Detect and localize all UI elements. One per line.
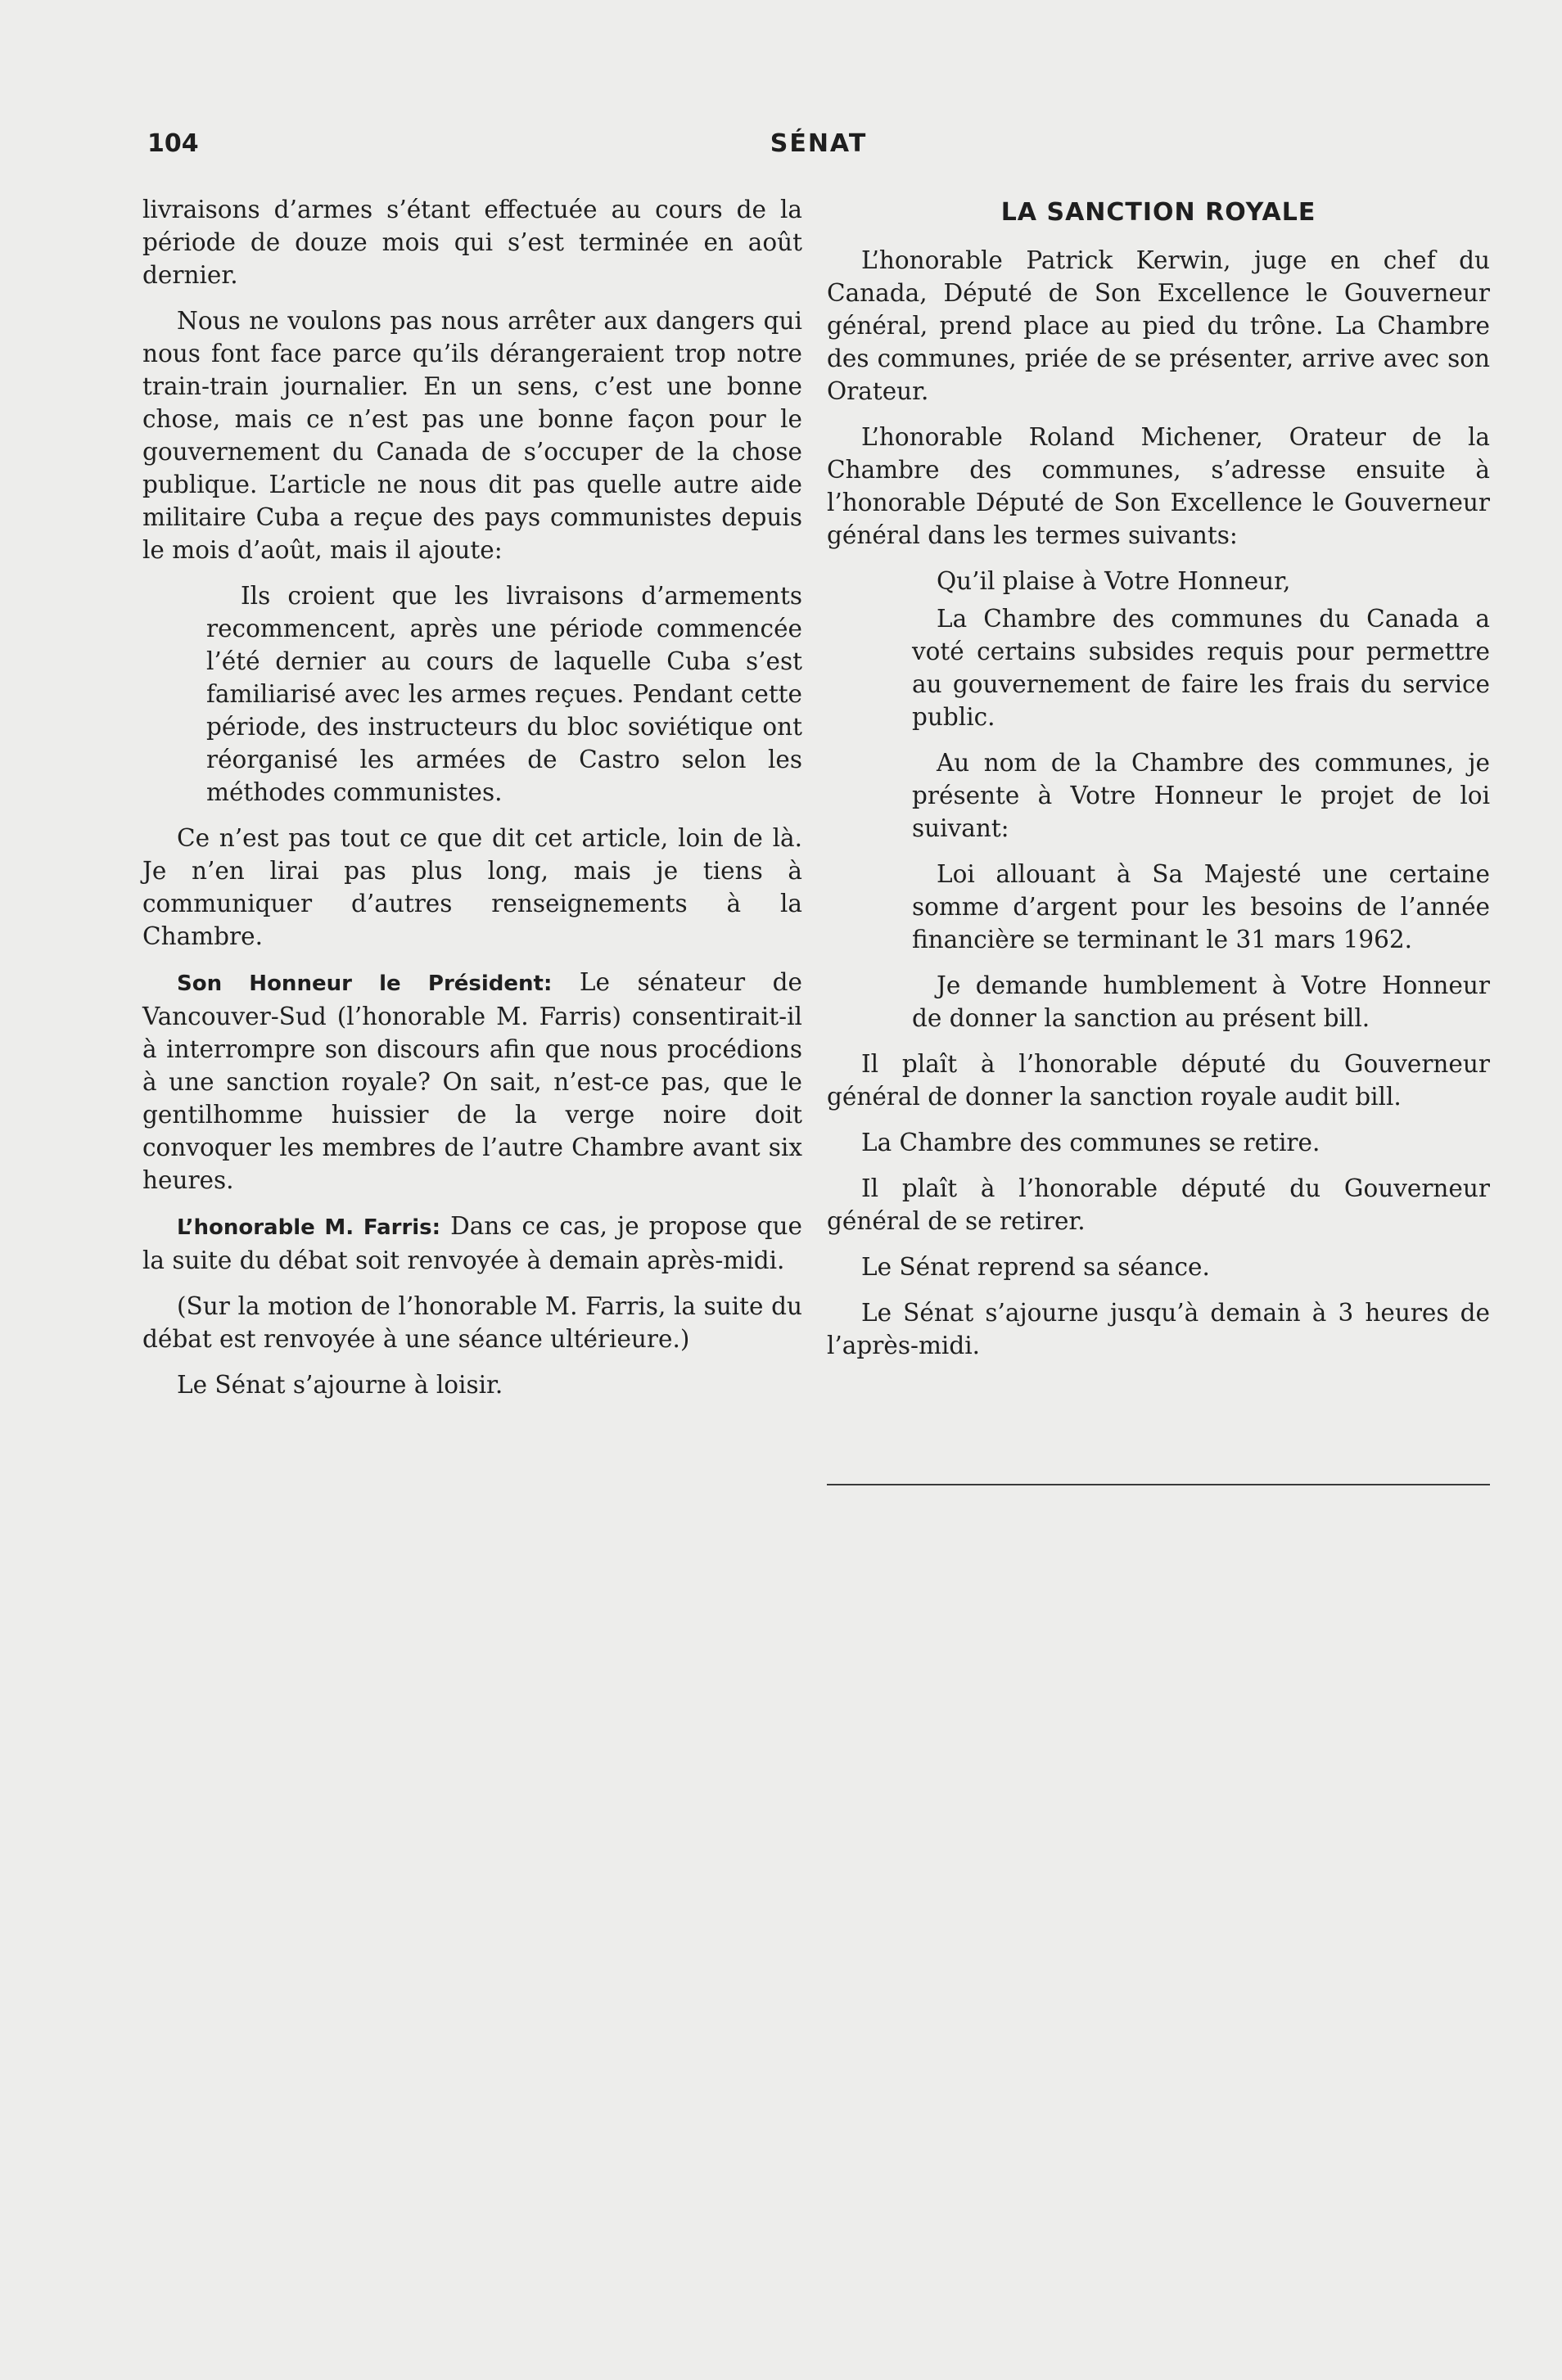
running-head: SÉNAT [770, 129, 868, 158]
paragraph: Nous ne voulons pas nous arrêter aux dangers qui nous font face parce qu’ils dérangeraient trop notre train-train journalier. En un sens, c’est une bonne chose, mais ce n’est pas une bonne façon pour le gouvernement du Canada de s’occuper de la chose publique. L’article ne nous dit pas quelle autre aide militaire Cuba a reçue des pays communistes depuis le mois d’août, mais il ajoute: [142, 307, 802, 564]
paragraph: Il plaît à l’honorable député du Gouverneur général de se retirer. [827, 1174, 1490, 1235]
paragraph: Le Sénat reprend sa séance. [861, 1253, 1210, 1281]
page-header [147, 129, 1490, 167]
address-paragraph: Je demande humblement à Votre Honneur de donner la sanction au présent bill. [912, 971, 1490, 1032]
paragraph: L’honorable Roland Michener, Orateur de la Chambre des communes, s’adresse ensuite à l’honorable Député de Son Excellence le Gouverneur général dans les termes suivants: [827, 423, 1490, 549]
paragraph: L’honorable Patrick Kerwin, juge en chef du Canada, Député de Son Excellence le Gouverneur général, prend place au pied du trône. La Chambre des communes, priée de se présenter, arrive avec son Orateur. [827, 246, 1490, 405]
speech-text: Dans ce cas, je propose que la suite du débat soit renvoyée à demain après-midi. [142, 1212, 802, 1274]
paragraph: livraisons d’armes s’étant effectuée au cours de la période de douze mois qui s’est terminée en août dernier. [142, 196, 802, 289]
paragraph: (Sur la motion de l’honorable M. Farris, la suite du débat est renvoyée à une séance ultérieure.) [142, 1292, 802, 1353]
paragraph: Il plaît à l’honorable député du Gouverneur général de donner la sanction royale audit bill. [827, 1050, 1490, 1111]
block-quote [206, 579, 802, 809]
speaker-name: Son Honneur le Président: [177, 971, 553, 996]
bill-title: Loi allouant à Sa Majesté une certaine somme d’argent pour les besoins de l’année financière se terminant le 31 mars 1962. [912, 860, 1490, 953]
address-paragraph: Au nom de la Chambre des communes, je présente à Votre Honneur le projet de loi suivant: [912, 749, 1490, 842]
speech-paragraph [142, 1210, 802, 1277]
left-column [142, 193, 802, 1414]
end-rule [827, 1484, 1490, 1485]
paragraph: Ce n’est pas tout ce que dit cet article, loin de là. Je n’en lirai pas plus long, mais je tiens à communiquer d’autres renseignements à la Chambre. [142, 824, 802, 950]
address-paragraph: La Chambre des communes du Canada a voté certains subsides requis pour permettre au gouvernement de faire les frais du service public. [912, 605, 1490, 731]
paragraph: La Chambre des communes se retire. [861, 1129, 1320, 1156]
speech-text: Le sénateur de Vancouver-Sud (l’honorable M. Farris) consentirait-il à interrompre son discours afin que nous procédions à une sanction royale? On sait, n’est-ce pas, que le gentilhomme huissier de la verge noire doit convoquer les membres de l’autre Chambre avant six heures. [142, 968, 802, 1194]
right-column [827, 193, 1490, 1375]
paragraph: Le Sénat s’ajourne jusqu’à demain à 3 heures de l’après-midi. [827, 1299, 1490, 1359]
speaker-name: L’honorable M. Farris: [177, 1215, 441, 1240]
address-line: Qu’il plaise à Votre Honneur, [937, 567, 1291, 595]
speech-paragraph [142, 966, 802, 1197]
section-title: LA SANCTION ROYALE [1000, 198, 1316, 227]
quote-text: Ils croient que les livraisons d’armements recommencent, après une période commencée l’été dernier au cours de laquelle Cuba s’est familiarisé avec les armes reçues. Pendant cette période, des instructeurs du bloc soviétique ont réorganisé les armées de Castro selon les méthodes communistes. [206, 582, 802, 806]
page-number: 104 [147, 129, 199, 158]
paragraph: Le Sénat s’ajourne à loisir. [177, 1371, 503, 1399]
